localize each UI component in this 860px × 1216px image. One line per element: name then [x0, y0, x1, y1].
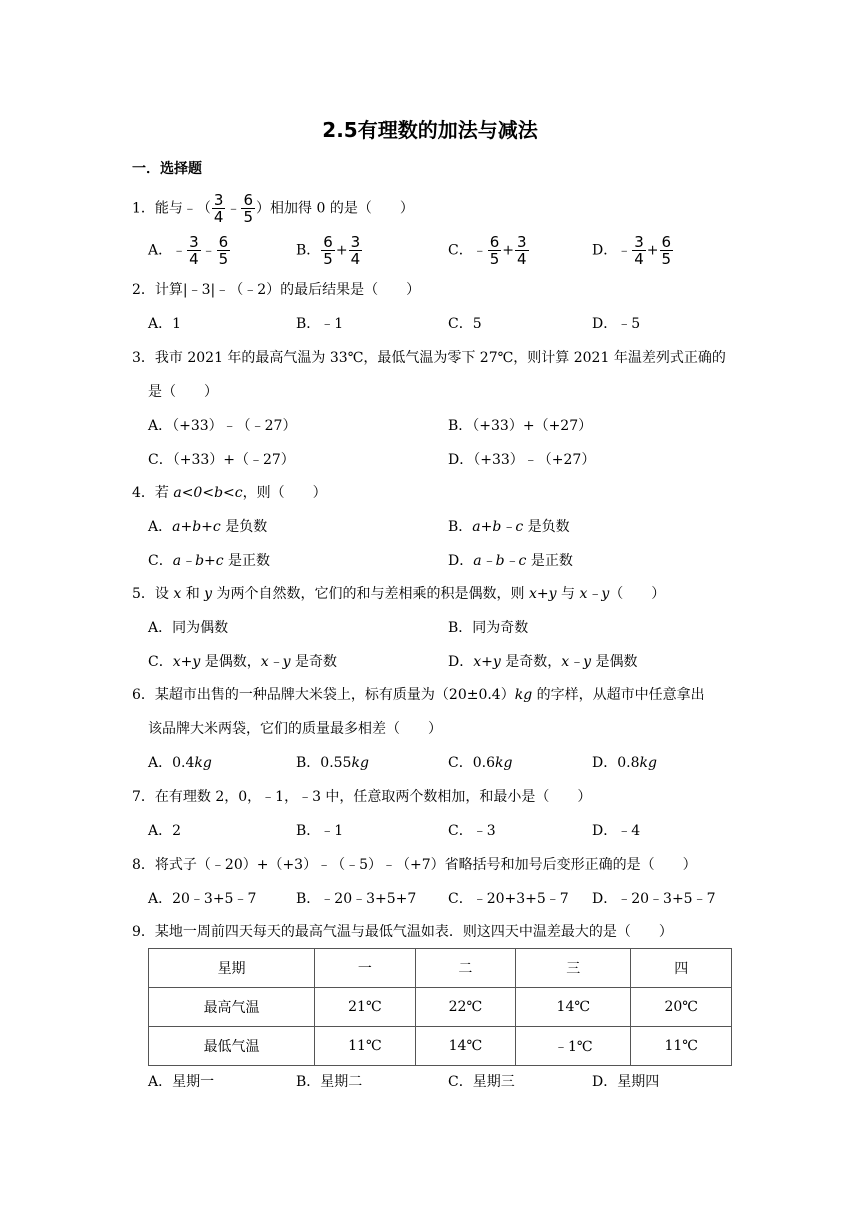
table-cell: 20℃ — [631, 988, 732, 1027]
table-cell: 三 — [516, 949, 631, 988]
option-d[interactable]: D．﹣5 — [592, 316, 641, 332]
option-b[interactable]: B．星期二 — [296, 1074, 363, 1090]
question-4-options-row-1 — [148, 512, 748, 542]
question-9: 9．某地一周前四天每天的最高气温与最低气温如表．则这四天中温差最大的是（ ） — [132, 924, 673, 940]
table-cell: 11℃ — [631, 1027, 732, 1066]
option-a[interactable]: A．（+33）﹣（﹣27） — [148, 418, 297, 434]
section-heading: 一．选择题 — [132, 161, 202, 177]
option-a[interactable]: A．0.4kg — [148, 755, 212, 771]
table-row-high — [149, 988, 732, 1027]
question-1-options — [148, 233, 748, 268]
question-6-options — [148, 748, 748, 778]
option-c[interactable]: C．0.6kg — [448, 755, 513, 771]
option-b[interactable]: B．﹣1 — [296, 316, 344, 332]
question-1: 1．能与﹣（ $\frac{3}{4}$ ﹣ $\frac{6}{5}$ ）相加得 0 的是（ ） — [132, 191, 414, 226]
question-3-options-row-2 — [148, 445, 748, 475]
option-a[interactable]: A．20﹣3+5﹣7 — [148, 891, 257, 907]
option-c[interactable]: C．a﹣b+c 是正数 — [148, 553, 271, 569]
option-c[interactable]: C．星期三 — [448, 1074, 515, 1090]
table-cell: 一 — [315, 949, 416, 988]
question-5-options-row-2 — [148, 647, 748, 677]
question-7: 7．在有理数 2，0，﹣1，﹣3 中，任意取两个数相加，和最小是（ ） — [132, 789, 592, 805]
question-7-options — [148, 816, 748, 846]
option-d[interactable]: D．﹣ $\frac{3}{4}$ + $\frac{6}{5}$ — [592, 233, 672, 268]
question-5-options-row-1 — [148, 613, 748, 643]
option-d[interactable]: D．﹣4 — [592, 823, 641, 839]
question-3-options-row-1 — [148, 411, 748, 441]
table-cell: 21℃ — [315, 988, 416, 1027]
question-3-line-1: 3．我市 2021 年的最高气温为 33℃，最低气温为零下 27℃，则计算 2021 年温差列式正确的 — [132, 350, 726, 366]
option-c[interactable]: C．（+33）+（﹣27） — [148, 452, 295, 468]
question-8-options — [148, 884, 748, 914]
option-a[interactable]: A．2 — [148, 823, 182, 839]
option-d[interactable]: D．x+y 是奇数，x﹣y 是偶数 — [448, 654, 638, 670]
option-c[interactable]: C．﹣ $\frac{6}{5}$ + $\frac{3}{4}$ — [448, 233, 527, 268]
question-9-options — [148, 1067, 748, 1097]
option-a[interactable]: A．1 — [148, 316, 182, 332]
question-2-options — [148, 309, 748, 339]
option-c[interactable]: C．x+y 是偶数，x﹣y 是奇数 — [148, 654, 337, 670]
table-cell: 14℃ — [516, 988, 631, 1027]
table-cell: 四 — [631, 949, 732, 988]
option-a[interactable]: A．﹣ $\frac{3}{4}$ ﹣ $\frac{6}{5}$ — [148, 233, 229, 268]
question-8: 8．将式子（﹣20）+（+3）﹣（﹣5）﹣（+7）省略括号和加号后变形正确的是（ ） — [132, 857, 697, 873]
table-cell: 11℃ — [315, 1027, 416, 1066]
option-b[interactable]: B．a+b﹣c 是负数 — [448, 519, 570, 535]
option-b[interactable]: B．﹣1 — [296, 823, 344, 839]
option-c[interactable]: C．﹣3 — [448, 823, 496, 839]
page-title: 2.5有理数的加法与减法 — [322, 118, 538, 142]
option-b[interactable]: B．0.55kg — [296, 755, 369, 771]
question-5: 5．设 x 和 y 为两个自然数，它们的和与差相乘的积是偶数，则 x+y 与 x﹣y（ ） — [132, 586, 666, 602]
option-c[interactable]: C．﹣20+3+5﹣7 — [448, 891, 569, 907]
question-4-options-row-2 — [148, 546, 748, 576]
fraction: $\frac{3}{4}$ — [213, 191, 224, 226]
table-cell: 最低气温 — [149, 1027, 315, 1066]
option-d[interactable]: D．a﹣b﹣c 是正数 — [448, 553, 573, 569]
option-a[interactable]: A．星期一 — [148, 1074, 215, 1090]
table-cell: 二 — [415, 949, 516, 988]
option-d[interactable]: D．星期四 — [592, 1074, 660, 1090]
fraction: $\frac{6}{5}$ — [243, 191, 254, 226]
option-d[interactable]: D．（+33）﹣（+27） — [448, 452, 596, 468]
option-c[interactable]: C．5 — [448, 316, 482, 332]
question-6-line-2: 该品牌大米两袋，它们的质量最多相差（ ） — [148, 721, 442, 737]
temperature-table — [148, 948, 732, 1066]
option-b[interactable]: B．同为奇数 — [448, 620, 529, 636]
table-cell: 14℃ — [415, 1027, 516, 1066]
option-a[interactable]: A．同为偶数 — [148, 620, 229, 636]
question-3-line-2: 是（ ） — [148, 384, 218, 400]
question-2: 2．计算|﹣3|﹣（﹣2）的最后结果是（ ） — [132, 282, 421, 298]
option-b[interactable]: B．（+33）+（+27） — [448, 418, 593, 434]
option-b[interactable]: B． $\frac{6}{5}$ + $\frac{3}{4}$ — [296, 233, 361, 268]
table-cell: ﹣1℃ — [516, 1027, 631, 1066]
table-cell: 星期 — [149, 949, 315, 988]
option-b[interactable]: B．﹣20﹣3+5+7 — [296, 891, 417, 907]
table-cell: 22℃ — [415, 988, 516, 1027]
table-cell: 最高气温 — [149, 988, 315, 1027]
question-6-line-1: 6．某超市出售的一种品牌大米袋上，标有质量为（20±0.4）kg 的字样，从超市中任意拿出 — [132, 687, 705, 703]
table-row-header — [149, 949, 732, 988]
table-row-low — [149, 1027, 732, 1066]
option-d[interactable]: D．0.8kg — [592, 755, 657, 771]
option-a[interactable]: A．a+b+c 是负数 — [148, 519, 268, 535]
question-4: 4．若 a<0<b<c，则（ ） — [132, 485, 327, 501]
option-d[interactable]: D．﹣20﹣3+5﹣7 — [592, 891, 716, 907]
